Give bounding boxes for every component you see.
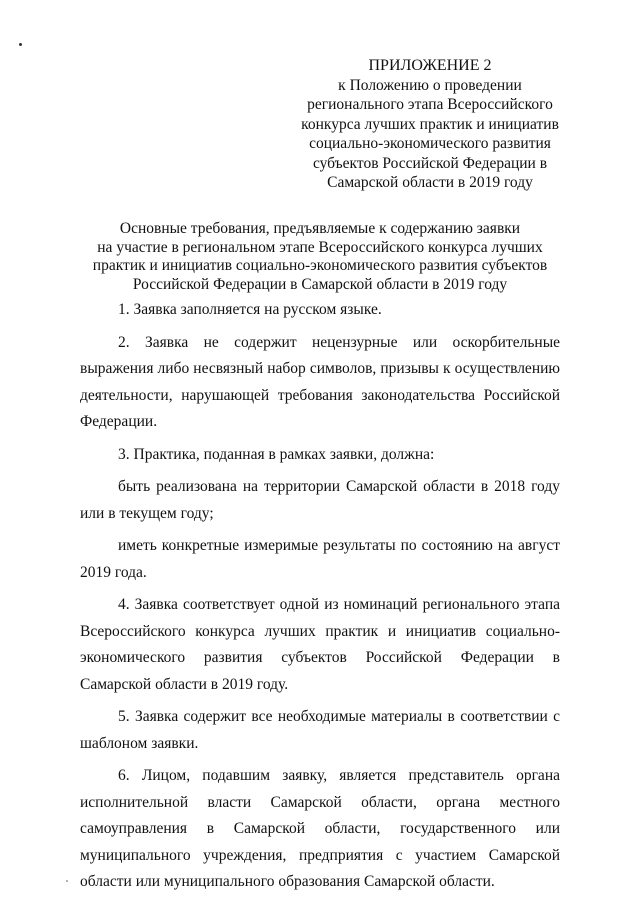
appendix-block bbox=[300, 56, 560, 193]
appendix-title: ПРИЛОЖЕНИЕ 2 bbox=[368, 57, 492, 74]
requirement-subparagraph: иметь конкретные измеримые результаты по состоянию на август 2019 года. bbox=[80, 537, 560, 581]
appendix-line: регионального этапа Всероссийского bbox=[307, 96, 553, 113]
heading-line: Основные требования, предъявляемые к содержанию заявки bbox=[119, 220, 521, 237]
appendix-line: Самарской области в 2019 году bbox=[327, 174, 533, 191]
document-heading bbox=[80, 220, 560, 294]
requirement-paragraph: 5. Заявка содержит все необходимые материалы в соответствии с шаблоном заявки. bbox=[80, 708, 560, 752]
requirements-list bbox=[80, 297, 560, 896]
appendix-line: конкурса лучших практик и инициатив bbox=[301, 115, 559, 133]
appendix-line: к Положению о проведении bbox=[338, 76, 522, 94]
requirement-paragraph: 4. Заявка соответствует одной из номинаций регионального этапа Всероссийского конкурса лучших практик и инициатив социально-экономического развития субъектов Российской Федерации в Самарской области в 2019 году. bbox=[80, 596, 560, 693]
heading-line: на участие в региональном этапе Всероссийского конкурса лучших bbox=[97, 238, 543, 256]
heading-line: практик и инициатив социально-экономического развития субъектов bbox=[92, 257, 548, 274]
requirement-paragraph: 6. Лицом, подавшим заявку, является представитель органа исполнительной власти Самарской области, органа местного самоуправления в Самарской области, государственного или муниципального учреждения, предприятия с участием Самарской области или муниципального образования Самарской области. bbox=[80, 767, 560, 890]
requirement-subparagraph: быть реализована на территории Самарской области в 2018 году или в текущем году; bbox=[80, 478, 560, 522]
requirement-paragraph: 1. Заявка заполняется на русском языке. bbox=[118, 301, 382, 318]
heading-line: Российской Федерации в Самарской области в 2019 году bbox=[132, 275, 508, 293]
requirement-paragraph: 3. Практика, поданная в рамках заявки, должна: bbox=[118, 445, 435, 463]
appendix-line: субъектов Российской Федерации в bbox=[312, 154, 548, 172]
requirement-paragraph: 2. Заявка не содержит нецензурные или оскорбительные выражения либо несвязный набор символов, призывы к осуществлению деятельности, нарушающей требования законодательства Российской Федерации. bbox=[80, 333, 560, 430]
scan-speck bbox=[66, 880, 68, 882]
appendix-line: социально-экономического развития bbox=[309, 135, 551, 152]
scan-speck bbox=[19, 43, 22, 46]
